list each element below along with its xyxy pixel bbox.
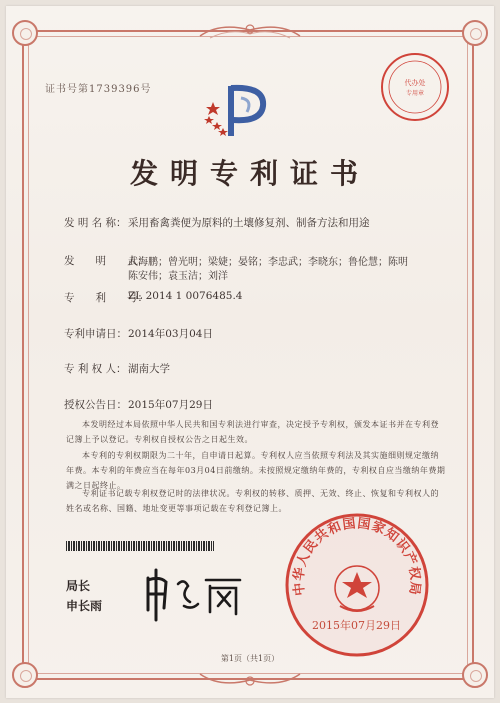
paragraph-term-fees: 本专利的专利权期限为二十年，自申请日起算。专利权人应当依照专利法及其实施细则规定缴纳年费。本专利的年费应当在每年03月04日前缴纳。未按照规定缴纳年费的，专利权自应当缴纳年费期满之日起终止。 [66, 451, 446, 490]
official-seal [282, 510, 432, 660]
agency-stamp [378, 50, 452, 124]
svg-text:代办处: 代办处 [404, 79, 426, 87]
corner-ornament-bottom-right [462, 662, 488, 688]
inventor-value-line2: 陈安伟；袁玉洁；刘洋 [128, 271, 228, 282]
corner-ornament-top-right [462, 20, 488, 46]
svg-text:专用章: 专用章 [405, 90, 425, 97]
top-ornament [195, 20, 305, 42]
svg-text:中华人民共和国国家知识产权局: 中华人民共和国国家知识产权局 [291, 516, 423, 597]
director-name: 申长雨 [66, 599, 103, 613]
sipo-logo-icon [203, 82, 275, 140]
filing-date-value: 2014年03月04日 [128, 328, 213, 340]
filing-date-label: 专利申请日： [64, 328, 127, 340]
patent-holder-value: 湖南大学 [128, 363, 170, 375]
certificate-number: 证书号第1739396号 [45, 84, 152, 95]
paragraph-legal-status: 专利证书记载专利权登记时的法律状况。专利权的转移、质押、无效、终止、恢复和专利权人的姓名或名称、国籍、地址变更等事项记载在专利登记簿上。 [66, 489, 439, 513]
page-footer: 第1页（共1页） [220, 654, 280, 663]
grant-date-label: 授权公告日： [64, 399, 127, 411]
director-title: 局长 [66, 579, 91, 593]
patent-number-value: ZL 2014 1 0076485.4 [128, 290, 243, 302]
barcode [66, 541, 214, 551]
grant-date-value: 2015年07月29日 [128, 399, 213, 411]
inventor-label: 发 明 人： [64, 255, 148, 267]
invention-name-value: 采用畜禽粪便为原料的土壤修复剂、制备方法和用途 [128, 217, 370, 229]
handwritten-signature [140, 566, 250, 622]
patent-holder-label: 专 利 权 人： [64, 363, 127, 375]
paragraph-grant-statement: 本发明经过本局依照中华人民共和国专利法进行审查，决定授予专利权，颁发本证书并在专利登记簿上予以登记。专利权自授权公告之日起生效。 [66, 420, 439, 444]
bottom-ornament [195, 670, 305, 690]
corner-ornament-top-left [12, 20, 38, 46]
patent-number-label: 专 利 号： [64, 292, 148, 304]
invention-name-label: 发 明 名 称： [64, 217, 127, 229]
seal-date: 2015年07月29日 [312, 619, 401, 632]
inventor-value-line1: 武海鹏；曾光明；梁婕；晏铭；李忠武；李晓东；鲁伦慧；陈明 [128, 257, 408, 268]
certificate-title: 发明专利证书 [129, 157, 370, 190]
corner-ornament-bottom-left [12, 662, 38, 688]
